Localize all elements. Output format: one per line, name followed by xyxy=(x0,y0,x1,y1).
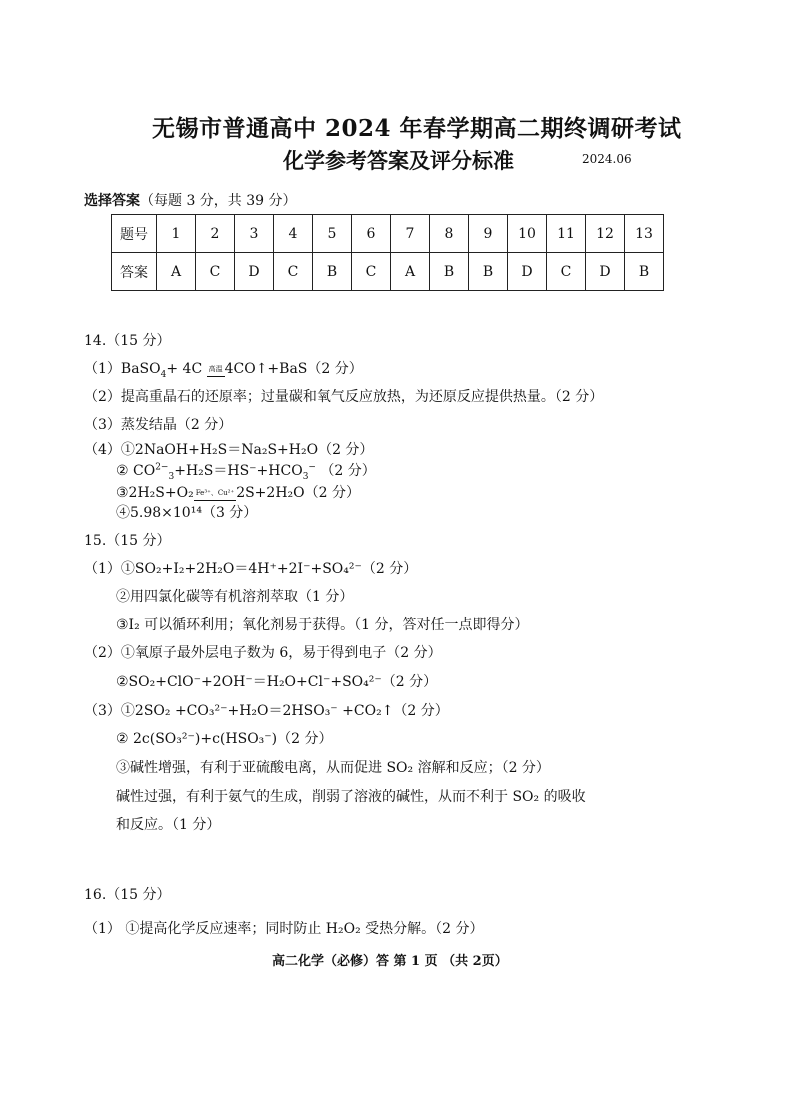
question-number: 3 xyxy=(235,215,274,253)
question-number: 12 xyxy=(586,215,625,253)
question-number: 13 xyxy=(625,215,664,253)
answer-cell: D xyxy=(235,253,274,291)
q14-heading: 14.（15 分） xyxy=(84,333,171,349)
answer-cell: A xyxy=(157,253,196,291)
q14-part4b xyxy=(116,460,376,480)
row-label-number: 题号 xyxy=(112,215,157,253)
question-number: 10 xyxy=(508,215,547,253)
q14-part4b-score: （2 分） xyxy=(320,463,376,479)
question-number: 1 xyxy=(157,215,196,253)
answer-cell: B xyxy=(313,253,352,291)
question-number: 9 xyxy=(469,215,508,253)
answer-cell: B xyxy=(469,253,508,291)
q15-part3c: ③碱性增强，有利于亚硫酸电离，从而促进 SO₂ 溶解和反应；（2 分） xyxy=(116,760,550,776)
answer-cell: D xyxy=(586,253,625,291)
reaction-condition: 高温 xyxy=(208,365,223,373)
q15-part3d: 碱性过强，有利于氨气的生成，削弱了溶液的碱性，从而不利于 SO₂ 的吸收 xyxy=(116,789,586,805)
answer-cell: C xyxy=(274,253,313,291)
table-row-numbers xyxy=(112,215,664,253)
answer-cell: C xyxy=(352,253,391,291)
table-row-answers xyxy=(112,253,664,291)
q14-part4c xyxy=(116,482,360,502)
question-number: 5 xyxy=(313,215,352,253)
q14-part4d: ④5.98×10¹⁴（3 分） xyxy=(116,505,258,521)
question-number: 7 xyxy=(391,215,430,253)
answer-cell: A xyxy=(391,253,430,291)
q14-part1-mid: + 4C xyxy=(166,361,207,377)
subscript-3: 3 xyxy=(168,471,175,482)
q14-part4a: （4）①2NaOH+H₂S＝Na₂S+H₂O（2 分） xyxy=(84,442,374,458)
page-title: 无锡市普通高中 2024 年春学期高二期终调研考试 xyxy=(152,115,682,142)
answer-cell: B xyxy=(625,253,664,291)
question-number: 11 xyxy=(547,215,586,253)
q15-part1a: （1）①SO₂+I₂+2H₂O＝4H⁺+2I⁻+SO₄²⁻（2 分） xyxy=(84,561,418,577)
choice-heading-line xyxy=(84,190,297,210)
answer-cell: C xyxy=(547,253,586,291)
q15-part2b: ②SO₂+ClO⁻+2OH⁻＝H₂O+Cl⁻+SO₄²⁻（2 分） xyxy=(116,674,438,690)
q14-part1-pre: （1）BaSO xyxy=(84,361,161,377)
answer-cell: B xyxy=(430,253,469,291)
q15-part3b: ② 2c(SO₃²⁻)+c(HSO₃⁻)（2 分） xyxy=(116,731,333,747)
q15-part1c: ③I₂ 可以循环利用；氧化剂易于获得。（1 分，答对任一点即得分） xyxy=(116,617,529,633)
answer-cell: C xyxy=(196,253,235,291)
q14-part4b-pre: ② CO xyxy=(116,463,156,479)
question-number: 8 xyxy=(430,215,469,253)
q14-part4b-post: +H₂S＝HS⁻+HCO xyxy=(174,463,303,479)
page-footer: 高二化学（必修）答 第 1 页 （共 2页） xyxy=(272,954,508,969)
charge-2minus: 2− xyxy=(155,462,169,473)
row-label-answer: 答案 xyxy=(112,253,157,291)
q14-part1 xyxy=(84,358,363,378)
answer-table xyxy=(111,214,664,291)
q14-part4c-post: 2S+2H₂O（2 分） xyxy=(236,485,360,501)
q15-part3e: 和反应。（1 分） xyxy=(116,817,221,833)
exam-date: 2024.06 xyxy=(582,152,632,166)
q15-part3a: （3）①2SO₂ +CO₃²⁻+H₂O＝2HSO₃⁻ +CO₂↑（2 分） xyxy=(84,703,449,719)
q15-part1b: ②用四氯化碳等有机溶剂萃取（1 分） xyxy=(116,589,354,605)
q14-part2: （2）提高重晶石的还原率；过量碳和氧气反应放热，为还原反应提供热量。（2 分） xyxy=(84,389,604,405)
q14-part1-post: 4CO↑+BaS（2 分） xyxy=(224,361,363,377)
question-number: 4 xyxy=(274,215,313,253)
page-subtitle: 化学参考答案及评分标准 xyxy=(283,148,514,173)
choice-heading: 选择答案 xyxy=(84,193,140,209)
subscript-4: 4 xyxy=(160,369,167,380)
charge-minus: − xyxy=(308,462,316,473)
q15-part2a: （2）①氧原子最外层电子数为 6，易于得到电子（2 分） xyxy=(84,645,442,661)
catalyst-condition: Fe³⁺、Cu²⁺ xyxy=(195,489,235,497)
q15-heading: 15.（15 分） xyxy=(84,533,171,549)
q16-part1: （1） ①提高化学反应速率；同时防止 H₂O₂ 受热分解。（2 分） xyxy=(84,921,484,937)
q16-heading: 16.（15 分） xyxy=(84,887,171,903)
subscript-3: 3 xyxy=(302,471,309,482)
q14-part4c-pre: ③2H₂S+O₂ xyxy=(116,485,194,501)
answer-cell: D xyxy=(508,253,547,291)
choice-scoring: （每题 3 分，共 39 分） xyxy=(140,193,297,209)
q14-part3: （3）蒸发结晶（2 分） xyxy=(84,417,233,433)
question-number: 2 xyxy=(196,215,235,253)
question-number: 6 xyxy=(352,215,391,253)
